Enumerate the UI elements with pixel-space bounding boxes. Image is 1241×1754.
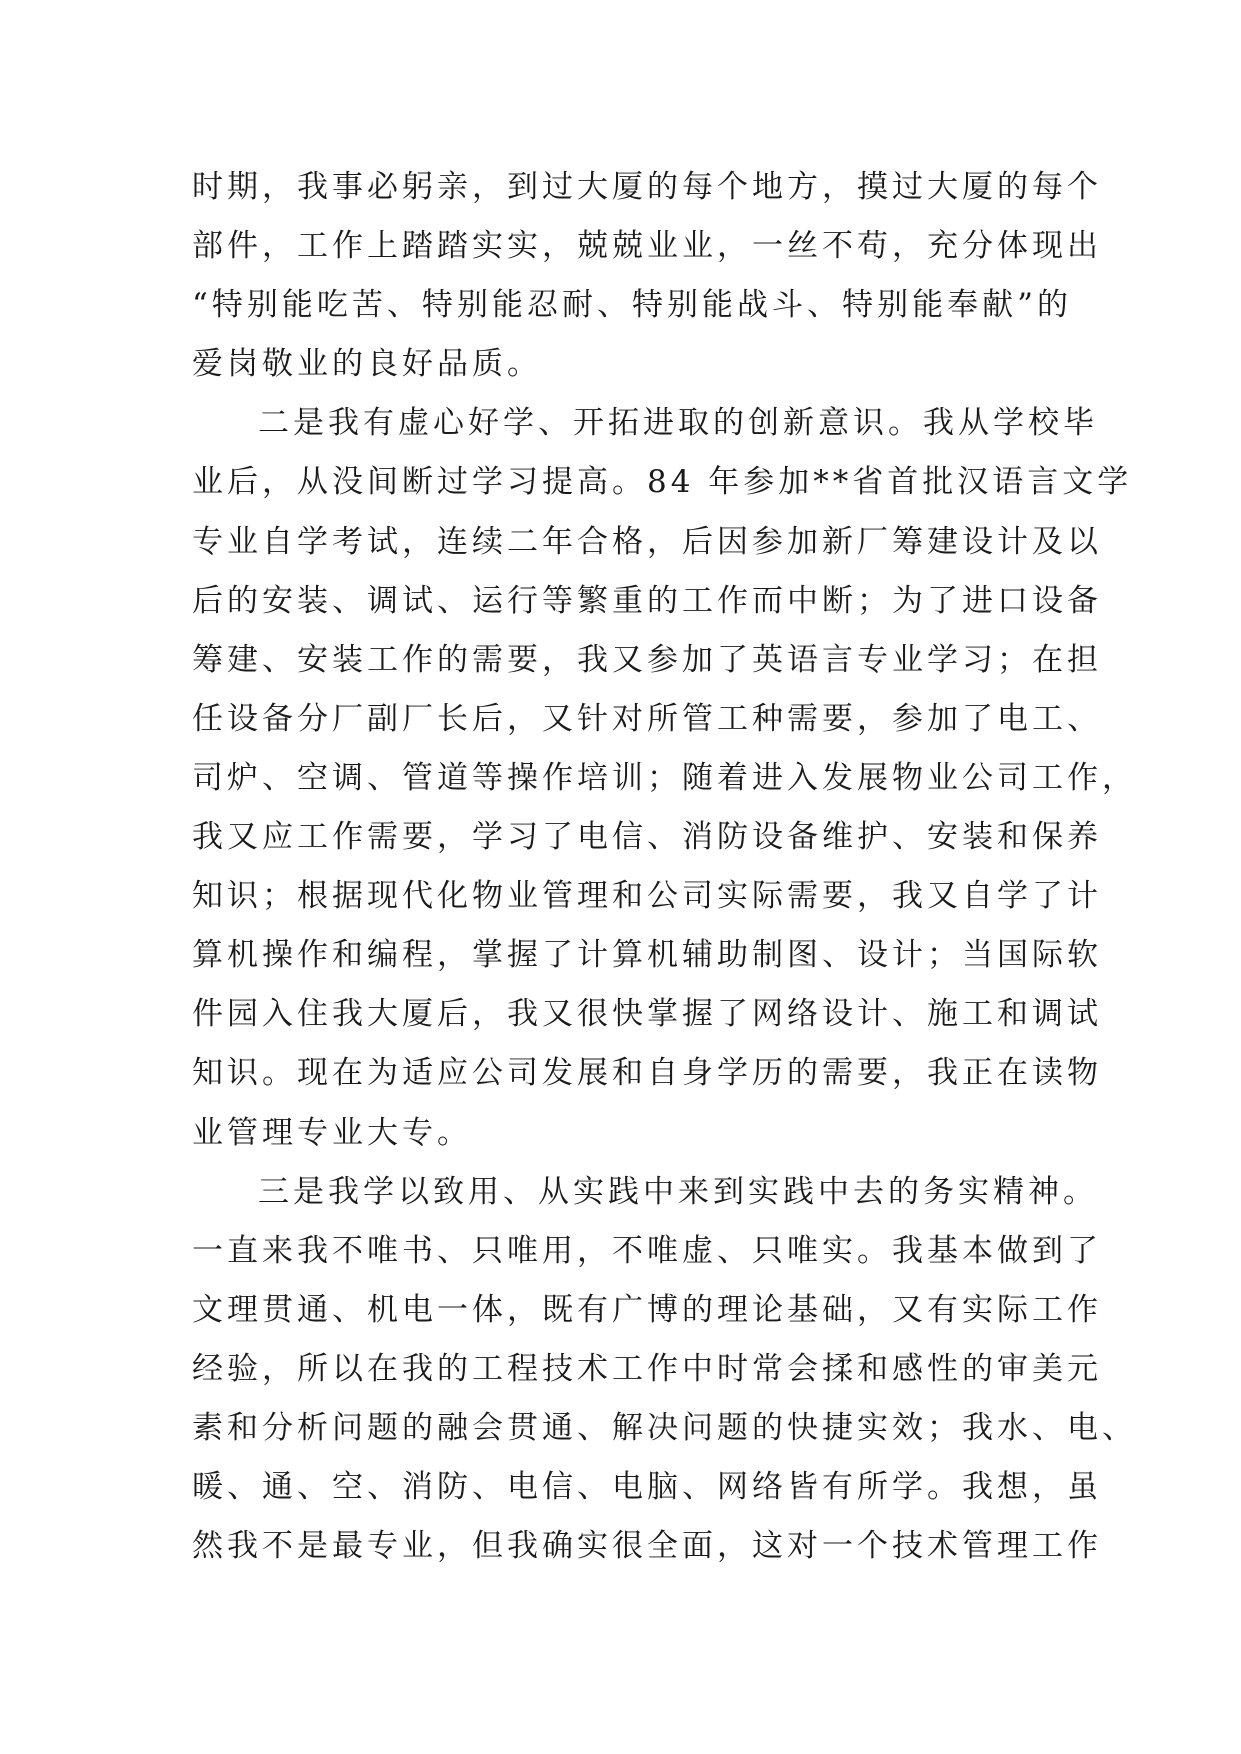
text-line: “特别能吃苦、特别能忍耐、特别能战斗、特别能奉献”的 [192, 287, 1072, 324]
text-line: 专业自学考试，连续二年合格，后因参加新厂筹建设计及以 [192, 523, 1102, 560]
text-line: 算机操作和编程，掌握了计算机辅助制图、设计；当国际软 [192, 937, 1102, 974]
text-line: 司炉、空调、管道等操作培训；随着进入发展物业公司工作， [192, 759, 1137, 796]
text-line: 知识。现在为适应公司发展和自身学历的需要，我正在读物 [192, 1055, 1102, 1092]
text-line: 业管理专业大专。 [192, 1114, 472, 1151]
paragraph-first-line: 三是我学以致用、从实践中来到实践中去的务实精神。 [258, 1173, 1098, 1210]
paragraph-first-line: 二是我有虚心好学、开拓进取的创新意识。我从学校毕 [258, 405, 1098, 442]
text-line: 然我不是最专业，但我确实很全面，这对一个技术管理工作 [192, 1528, 1102, 1565]
text-line: 筹建、安装工作的需要，我又参加了英语言专业学习；在担 [192, 641, 1102, 678]
text-line: 文理贯通、机电一体，既有广博的理论基础，又有实际工作 [192, 1291, 1102, 1328]
text-line: 爱岗敬业的良好品质。 [192, 346, 542, 383]
text-line: 一直来我不唯书、只唯用，不唯虚、只唯实。我基本做到了 [192, 1232, 1102, 1269]
text-line: 任设备分厂副厂长后，又针对所管工种需要，参加了电工、 [192, 700, 1102, 737]
text-body [192, 158, 1137, 1576]
text-line: 暖、通、空、消防、电信、电脑、网络皆有所学。我想，虽 [192, 1469, 1102, 1506]
text-line: 知识；根据现代化物业管理和公司实际需要，我又自学了计 [192, 878, 1102, 915]
text-line: 件园入住我大厦后，我又很快掌握了网络设计、施工和调试 [192, 996, 1102, 1033]
text-line: 后的安装、调试、运行等繁重的工作而中断；为了进口设备 [192, 582, 1102, 619]
text-line: 时期，我事必躬亲，到过大厦的每个地方，摸过大厦的每个 [192, 169, 1102, 205]
text-line: 我又应工作需要，学习了电信、消防设备维护、安装和保养 [192, 819, 1102, 856]
text-line: 素和分析问题的融会贯通、解决问题的快捷实效；我水、电、 [192, 1409, 1137, 1446]
text-line: 部件，工作上踏踏实实，兢兢业业，一丝不苟，充分体现出 [192, 228, 1102, 265]
text-line: 业后，从没间断过学习提高。84 年参加**省首批汉语言文学 [192, 464, 1133, 501]
text-line: 经验，所以在我的工程技术工作中时常会揉和感性的审美元 [192, 1350, 1102, 1387]
